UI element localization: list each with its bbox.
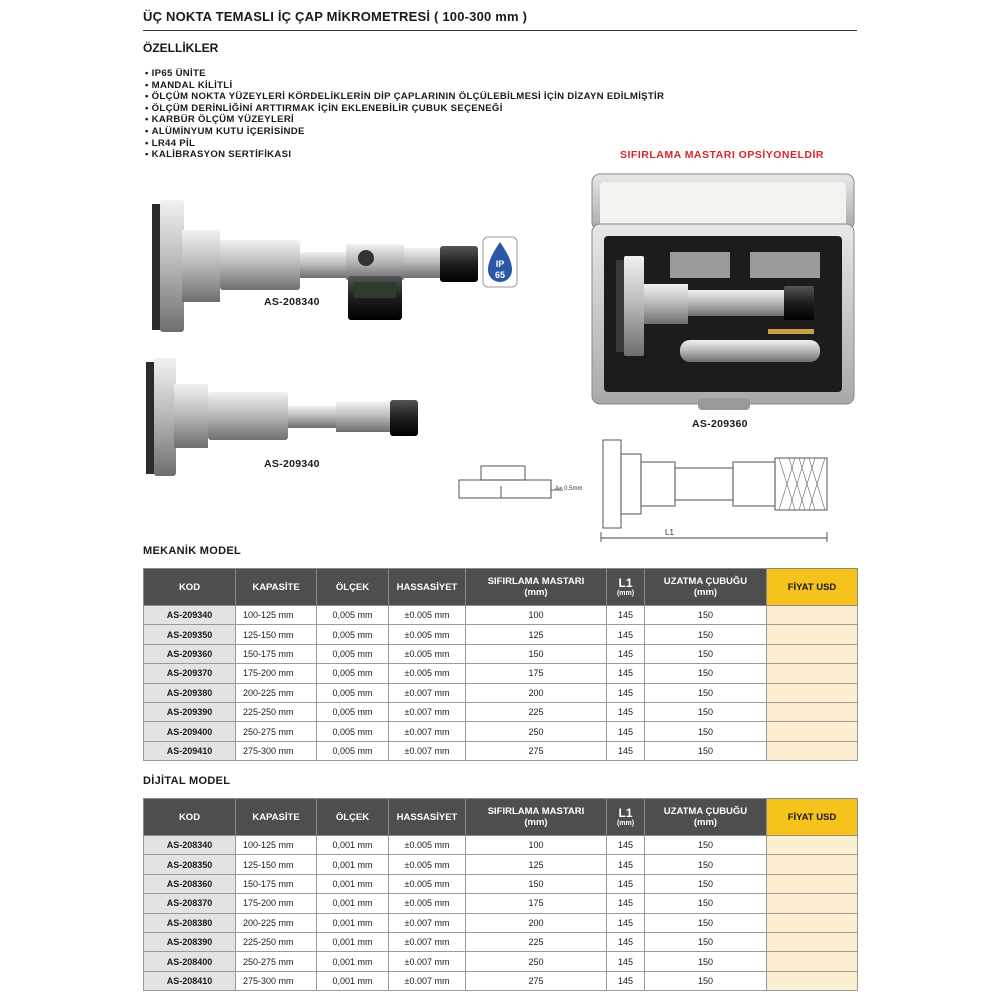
cell-mastar: 275 [466,741,607,760]
table-row [144,741,858,760]
header-kapasite: KAPASİTE [236,569,317,606]
cell-mastar: 150 [466,874,607,893]
cell-l1: 145 [607,741,645,760]
cell-olcek: 0,005 mm [317,683,389,702]
cell-kod: AS-208390 [144,932,236,951]
feature-item: • ALÜMİNYUM KUTU İÇERİSİNDE [145,126,664,138]
cell-kod: AS-208340 [144,836,236,855]
drawing-dim-a: A= 0.5mm [555,486,583,492]
cell-olcek: 0,005 mm [317,625,389,644]
cell-hassasiyet: ±0.005 mm [389,606,466,625]
table-row [144,894,858,913]
table-row [144,625,858,644]
cell-kod: AS-208360 [144,874,236,893]
cell-l1: 145 [607,894,645,913]
cell-mastar: 100 [466,606,607,625]
cell-fiyat [767,741,858,760]
cell-uzatma: 150 [645,606,767,625]
header-hassasiyet: HASSASİYET [389,799,466,836]
ip-badge-line2: 65 [494,270,506,280]
cell-uzatma: 150 [645,644,767,663]
cell-mastar: 100 [466,836,607,855]
cell-olcek: 0,001 mm [317,855,389,874]
cell-fiyat [767,683,858,702]
case-image [590,172,856,412]
cell-hassasiyet: ±0.005 mm [389,894,466,913]
header-kapasite: KAPASİTE [236,799,317,836]
header-mastar-unit: (mm) [524,587,548,598]
cell-kod: AS-209350 [144,625,236,644]
mechanical-model-label: AS-209340 [264,458,320,470]
cell-kapasite: 275-300 mm [236,971,317,990]
cell-mastar: 250 [466,952,607,971]
header-uzatma-label: UZATMA ÇUBUĞU [663,806,748,817]
cell-kapasite: 100-125 mm [236,606,317,625]
table-row [144,836,858,855]
cell-uzatma: 150 [645,971,767,990]
header-mastar-label: SIFIRLAMA MASTARI [487,806,585,817]
table-row [144,606,858,625]
cell-hassasiyet: ±0.007 mm [389,952,466,971]
digital-micrometer-image [138,196,483,336]
table-row [144,722,858,741]
title-divider [143,30,857,31]
table-row [144,664,858,683]
case-model-label: AS-209360 [692,418,748,430]
cell-olcek: 0,001 mm [317,971,389,990]
header-mastar [466,799,607,836]
cell-mastar: 150 [466,644,607,663]
cell-uzatma: 150 [645,952,767,971]
cell-uzatma: 150 [645,836,767,855]
header-uzatma-unit: (mm) [693,817,718,828]
cell-hassasiyet: ±0.005 mm [389,625,466,644]
header-l1-unit: (mm) [616,589,635,597]
mechanical-section-label: MEKANİK MODEL [143,545,242,557]
cell-uzatma: 150 [645,683,767,702]
cell-l1: 145 [607,952,645,971]
cell-olcek: 0,001 mm [317,836,389,855]
cell-kapasite: 200-225 mm [236,683,317,702]
cell-mastar: 175 [466,894,607,913]
feature-item: • IP65 ÜNİTE [145,68,664,80]
cell-kapasite: 100-125 mm [236,836,317,855]
cell-kod: AS-209390 [144,702,236,721]
cell-kapasite: 125-150 mm [236,625,317,644]
cell-hassasiyet: ±0.007 mm [389,971,466,990]
cell-kod: AS-208380 [144,913,236,932]
cell-olcek: 0,001 mm [317,894,389,913]
cell-fiyat [767,952,858,971]
cell-olcek: 0,005 mm [317,664,389,683]
page-title: ÜÇ NOKTA TEMASLI İÇ ÇAP MİKROMETRESİ ( 100-300 mm ) [143,9,528,24]
header-kod: KOD [144,569,236,606]
feature-item: • MANDAL KİLİTLİ [145,80,664,92]
cell-kapasite: 200-225 mm [236,913,317,932]
cell-l1: 145 [607,683,645,702]
cell-mastar: 125 [466,855,607,874]
cell-uzatma: 150 [645,722,767,741]
header-mastar-unit: (mm) [524,817,548,828]
cell-hassasiyet: ±0.005 mm [389,644,466,663]
cell-olcek: 0,001 mm [317,913,389,932]
cell-kapasite: 150-175 mm [236,874,317,893]
header-kod: KOD [144,799,236,836]
cell-hassasiyet: ±0.007 mm [389,702,466,721]
mechanical-table [143,568,858,761]
cell-kapasite: 225-250 mm [236,702,317,721]
cell-kod: AS-209400 [144,722,236,741]
cell-kapasite: 125-150 mm [236,855,317,874]
cell-fiyat [767,874,858,893]
cell-mastar: 200 [466,683,607,702]
cell-uzatma: 150 [645,932,767,951]
feature-item: • KARBÜR ÖLÇÜM YÜZEYLERİ [145,114,664,126]
cell-hassasiyet: ±0.005 mm [389,855,466,874]
cell-fiyat [767,971,858,990]
cell-kod: AS-209410 [144,741,236,760]
cell-kapasite: 225-250 mm [236,932,317,951]
header-mastar [466,569,607,606]
cell-olcek: 0,005 mm [317,702,389,721]
cell-l1: 145 [607,722,645,741]
digital-model-label: AS-208340 [264,296,320,308]
cell-l1: 145 [607,913,645,932]
header-uzatma-label: UZATMA ÇUBUĞU [663,576,748,587]
table-row [144,932,858,951]
cell-uzatma: 150 [645,913,767,932]
header-mastar-label: SIFIRLAMA MASTARI [487,576,585,587]
feature-item: • ÖLÇÜM DERİNLİĞİNİ ARTTIRMAK İÇİN EKLENEBİLİR ÇUBUK SEÇENEĞİ [145,103,664,115]
cell-kapasite: 175-200 mm [236,664,317,683]
cell-l1: 145 [607,702,645,721]
header-fiyat: FİYAT USD [767,569,858,606]
cell-fiyat [767,702,858,721]
cell-fiyat [767,625,858,644]
cell-l1: 145 [607,874,645,893]
cell-olcek: 0,001 mm [317,874,389,893]
header-uzatma [645,799,767,836]
cell-kod: AS-208350 [144,855,236,874]
cell-olcek: 0,005 mm [317,606,389,625]
cell-mastar: 200 [466,913,607,932]
header-uzatma-unit: (mm) [693,587,718,598]
cell-mastar: 275 [466,971,607,990]
cell-mastar: 225 [466,702,607,721]
table-header-row [144,799,858,836]
cell-uzatma: 150 [645,874,767,893]
header-l1-label: L1 [618,575,633,590]
cell-hassasiyet: ±0.005 mm [389,836,466,855]
table-row [144,971,858,990]
table-row [144,683,858,702]
cell-kapasite: 275-300 mm [236,741,317,760]
ip65-badge-icon [482,236,518,288]
drawing-dim-l1: L1 [665,528,674,537]
cell-fiyat [767,932,858,951]
cell-l1: 145 [607,932,645,951]
header-l1-label: L1 [618,805,633,820]
cell-mastar: 125 [466,625,607,644]
digital-table [143,798,858,991]
cell-kapasite: 175-200 mm [236,894,317,913]
header-hassasiyet: HASSASİYET [389,569,466,606]
cell-kod: AS-208400 [144,952,236,971]
cell-hassasiyet: ±0.005 mm [389,664,466,683]
cell-fiyat [767,722,858,741]
cell-kapasite: 250-275 mm [236,952,317,971]
cell-l1: 145 [607,625,645,644]
technical-drawing [455,432,860,547]
cell-fiyat [767,836,858,855]
cell-kapasite: 150-175 mm [236,644,317,663]
cell-mastar: 175 [466,664,607,683]
cell-uzatma: 150 [645,855,767,874]
cell-uzatma: 150 [645,625,767,644]
cell-kod: AS-209380 [144,683,236,702]
cell-kod: AS-208410 [144,971,236,990]
features-heading: ÖZELLİKLER [143,41,219,55]
cell-l1: 145 [607,664,645,683]
cell-hassasiyet: ±0.007 mm [389,722,466,741]
cell-olcek: 0,001 mm [317,932,389,951]
cell-olcek: 0,001 mm [317,952,389,971]
table-row [144,874,858,893]
cell-hassasiyet: ±0.007 mm [389,683,466,702]
feature-item: • ÖLÇÜM NOKTA YÜZEYLERİ KÖRDELİKLERİN DİP ÇAPLARININ ÖLÇÜLEBİLMESİ İÇİN DİZAYN EDİLMİŞTİR [145,91,664,103]
cell-uzatma: 150 [645,741,767,760]
features-list [145,68,664,161]
cell-hassasiyet: ±0.005 mm [389,874,466,893]
cell-hassasiyet: ±0.007 mm [389,741,466,760]
cell-kod: AS-209360 [144,644,236,663]
table-row [144,702,858,721]
header-fiyat: FİYAT USD [767,799,858,836]
cell-olcek: 0,005 mm [317,741,389,760]
ip-badge-line1: IP [495,259,505,269]
cell-l1: 145 [607,855,645,874]
cell-kod: AS-208370 [144,894,236,913]
header-olcek: ÖLÇEK [317,569,389,606]
cell-fiyat [767,913,858,932]
cell-uzatma: 150 [645,664,767,683]
header-l1-unit: (mm) [616,819,635,827]
cell-mastar: 225 [466,932,607,951]
cell-kod: AS-209370 [144,664,236,683]
cell-kod: AS-209340 [144,606,236,625]
cell-l1: 145 [607,644,645,663]
cell-olcek: 0,005 mm [317,644,389,663]
case-note: SIFIRLAMA MASTARI OPSİYONELDİR [620,149,824,161]
cell-uzatma: 150 [645,894,767,913]
cell-kapasite: 250-275 mm [236,722,317,741]
table-row [144,952,858,971]
cell-l1: 145 [607,836,645,855]
cell-fiyat [767,894,858,913]
header-l1 [607,799,645,836]
feature-item: • KALİBRASYON SERTİFİKASI [145,149,664,161]
header-uzatma [645,569,767,606]
header-l1 [607,569,645,606]
table-row [144,855,858,874]
cell-mastar: 250 [466,722,607,741]
cell-uzatma: 150 [645,702,767,721]
table-header-row [144,569,858,606]
cell-fiyat [767,855,858,874]
cell-l1: 145 [607,606,645,625]
cell-hassasiyet: ±0.007 mm [389,932,466,951]
cell-hassasiyet: ±0.007 mm [389,913,466,932]
cell-fiyat [767,644,858,663]
table-row [144,644,858,663]
cell-l1: 145 [607,971,645,990]
cell-fiyat [767,664,858,683]
header-olcek: ÖLÇEK [317,799,389,836]
feature-item: • LR44 PİL [145,138,664,150]
digital-section-label: DİJİTAL MODEL [143,775,231,787]
cell-fiyat [767,606,858,625]
table-row [144,913,858,932]
cell-olcek: 0,005 mm [317,722,389,741]
